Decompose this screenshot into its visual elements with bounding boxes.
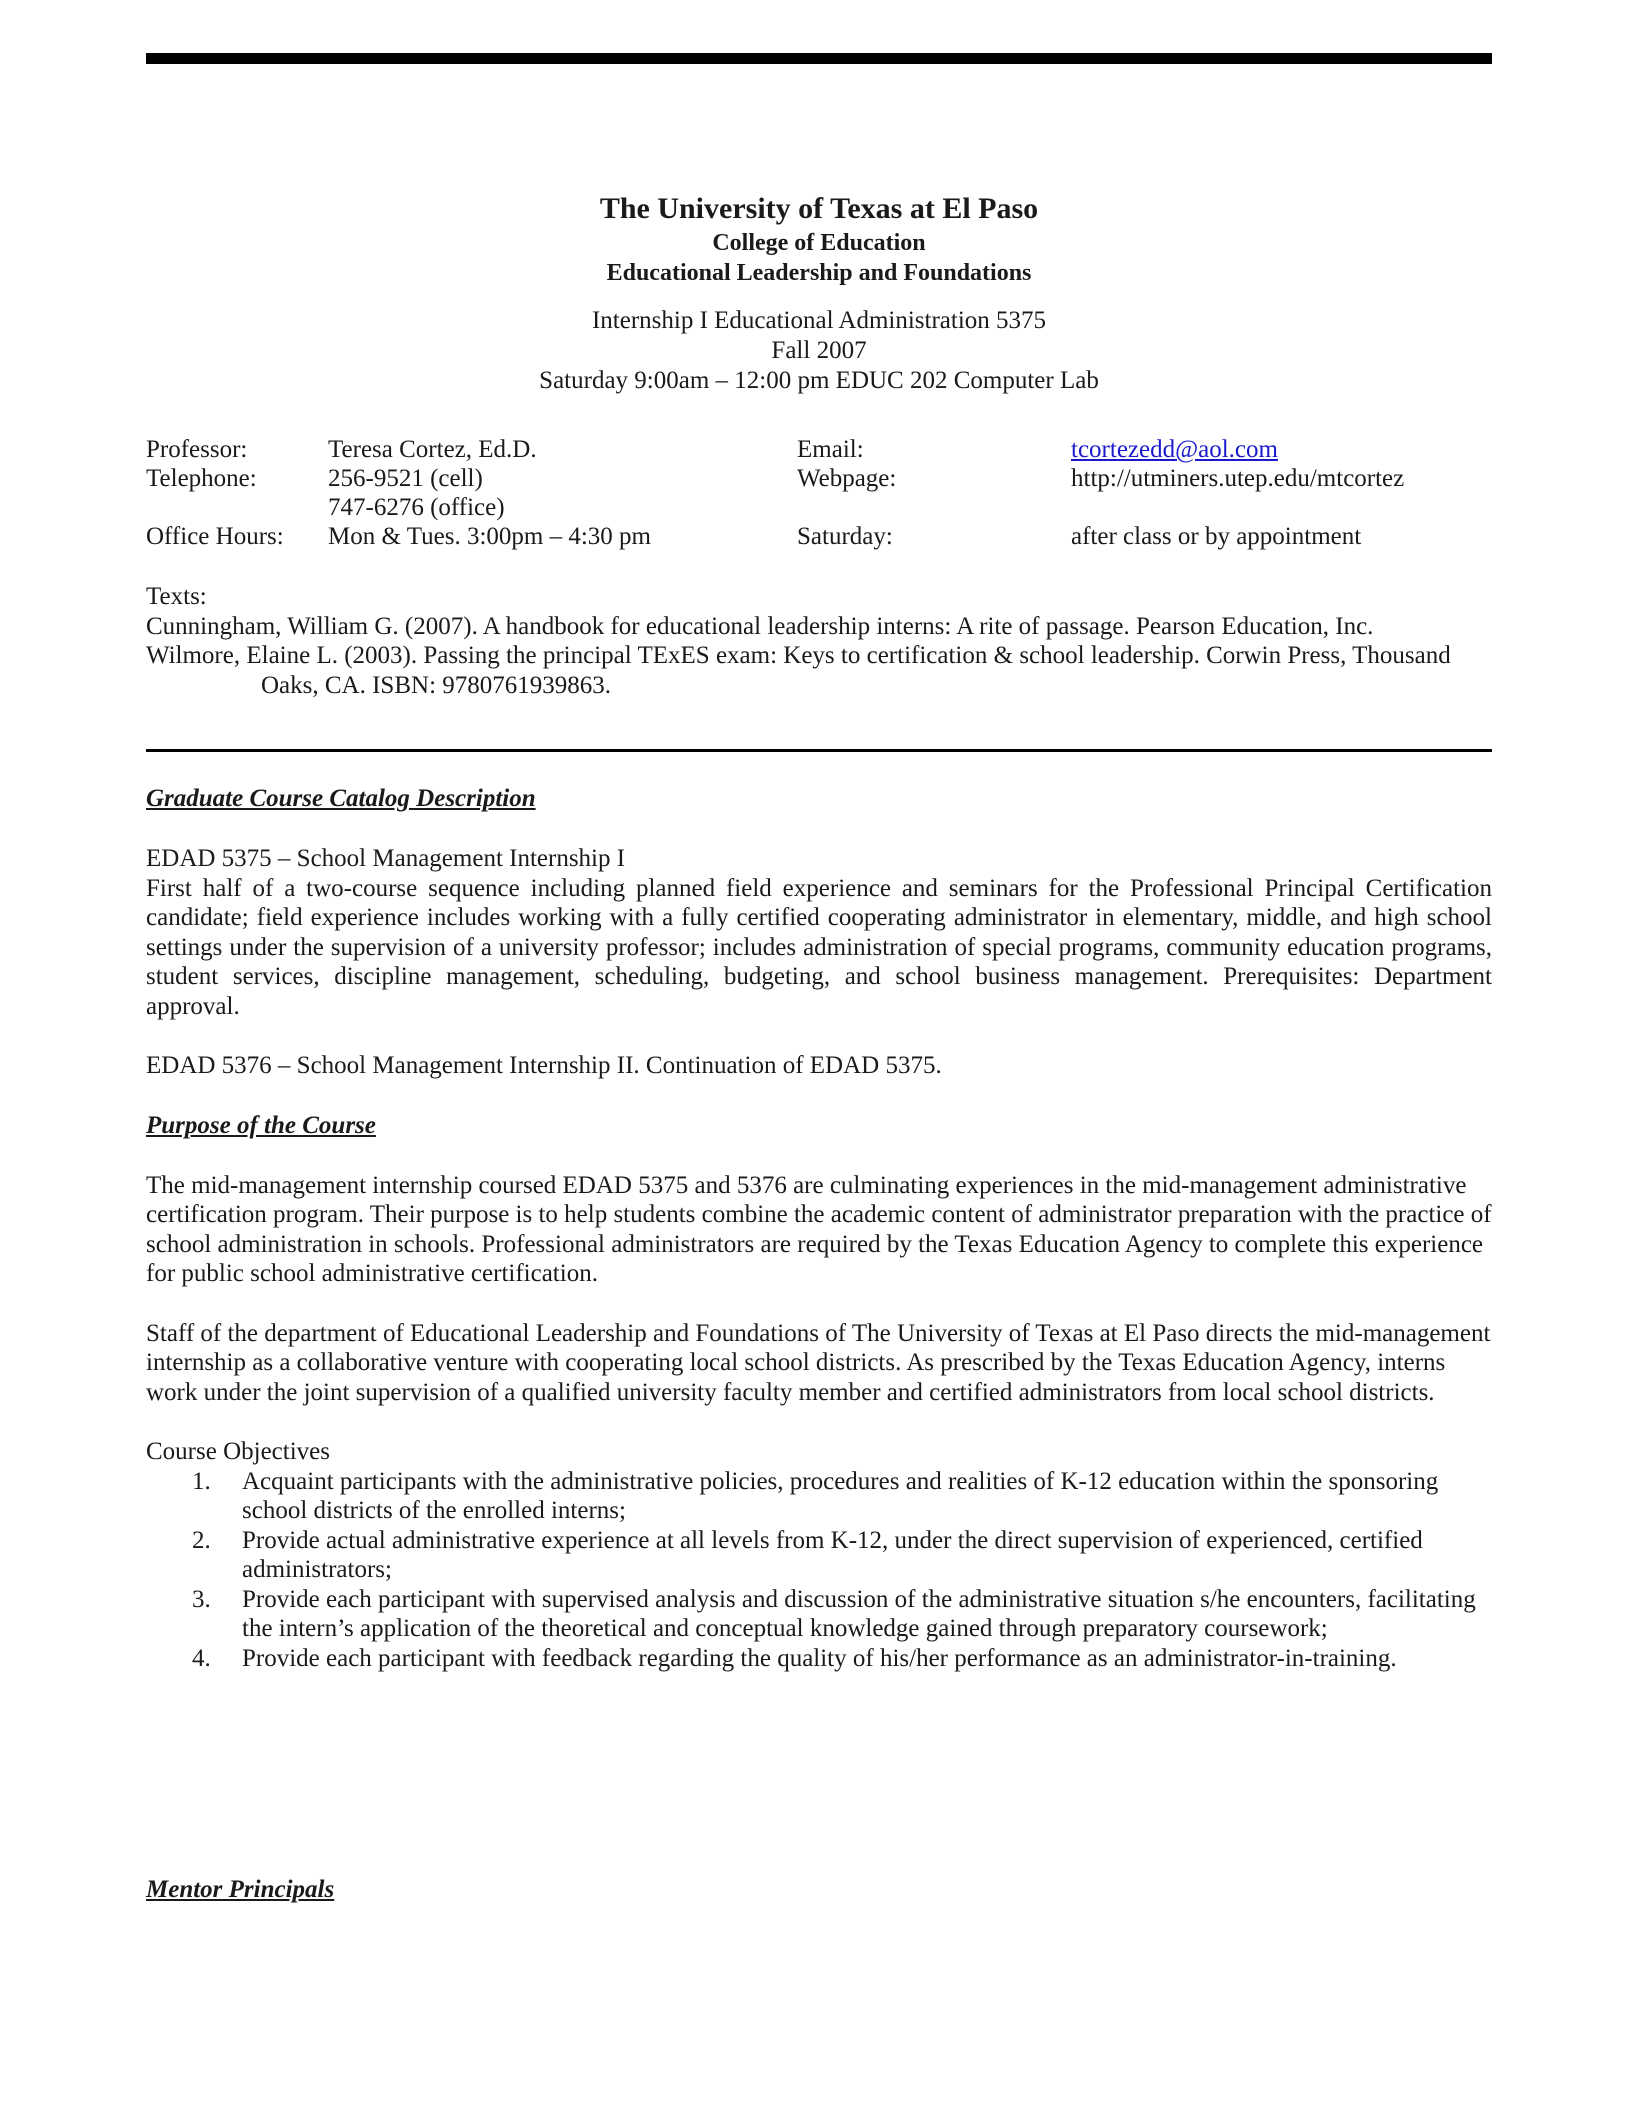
webpage-url: http://utminers.utep.edu/mtcortez — [1071, 465, 1405, 492]
course1-description: First half of a two-course sequence including planned field experience and seminars for the Professional Principal Certification candidate; field experience includes working with a fully certified cooperating administrator in elementary, middle, and high school settings under the supervision of a university professor; includes administration of special programs, community education programs, student services, discipline management, scheduling, budgeting, and school business management. Prerequisites: Department approval. — [146, 874, 1492, 1020]
objective-number: 2. — [192, 1526, 211, 1554]
telephone-label: Telephone: — [146, 465, 257, 492]
texts-section — [146, 582, 1492, 700]
professor-label: Professor: — [146, 436, 248, 463]
texts-label: Texts: — [146, 583, 207, 610]
professor-name: Teresa Cortez, Ed.D. — [328, 436, 537, 463]
saturday-value: after class or by appointment — [1071, 523, 1362, 550]
objective-item — [146, 1585, 1492, 1644]
course1-title: EDAD 5375 – School Management Internship I — [146, 845, 626, 872]
university-title: The University of Texas at El Paso — [599, 192, 1039, 225]
section-divider — [146, 749, 1492, 752]
mentor-heading: Mentor Principals — [146, 1876, 335, 1903]
saturday-label: Saturday: — [797, 523, 893, 550]
course-schedule: Saturday 9:00am – 12:00 pm EDUC 202 Computer Lab — [539, 367, 1099, 394]
objective-number: 4. — [192, 1644, 211, 1672]
purpose-paragraph: Staff of the department of Educational Leadership and Foundations of The University of Texas at El Paso directs the mid-management internship as a collaborative venture with cooperating local school districts. As prescribed by the Texas Education Agency, interns work under the joint supervision of a qualified university faculty member and certified administrators from local school districts. — [146, 1319, 1491, 1406]
objective-number: 1. — [192, 1467, 211, 1495]
objective-text: Provide actual administrative experience at all levels from K-12, under the direct supervision of experienced, certified administrators; — [242, 1526, 1423, 1583]
course-term: Fall 2007 — [771, 337, 867, 364]
office-hours-value: Mon & Tues. 3:00pm – 4:30 pm — [328, 523, 651, 550]
course2-description: EDAD 5376 – School Management Internship II. Continuation of EDAD 5375. — [146, 1052, 942, 1079]
email-link[interactable]: tcortezedd@aol.com — [1071, 436, 1278, 463]
catalog-heading: Graduate Course Catalog Description — [146, 785, 536, 812]
objective-text: Provide each participant with feedback regarding the quality of his/her performance as an administrator-in-training. — [242, 1644, 1397, 1672]
department-name: Educational Leadership and Foundations — [606, 260, 1032, 286]
email-label: Email: — [797, 436, 864, 463]
objectives-list — [146, 1467, 1492, 1674]
purpose-paragraph: The mid-management internship coursed EDAD 5375 and 5376 are culminating experiences in the mid-management administrative certification program. Their purpose is to help students combine the academic content of administrator preparation with the practice of school administration in schools. Professional administrators are required by the Texas Education Agency to complete this experience for public school administrative certification. — [146, 1171, 1492, 1287]
reference-item: Cunningham, William G. (2007). A handbook for educational leadership interns: A rite of passage. Pearson Education, Inc. — [146, 612, 1374, 640]
purpose-heading: Purpose of the Course — [146, 1111, 376, 1139]
document-header — [146, 190, 1492, 396]
objective-item — [146, 1467, 1492, 1526]
objective-text: Acquaint participants with the administrative policies, procedures and realities of K-12 education within the sponsoring school districts of the enrolled interns; — [242, 1467, 1439, 1524]
office-hours-label: Office Hours: — [146, 523, 284, 550]
telephone-cell: 256-9521 (cell) — [328, 465, 483, 492]
telephone-office: 747-6276 (office) — [328, 494, 505, 521]
contact-info — [146, 435, 1492, 551]
main-content — [146, 784, 1492, 1673]
course-title: Internship I Educational Administration 5375 — [591, 307, 1047, 334]
college-name: College of Education — [712, 230, 926, 256]
objective-item — [146, 1644, 1492, 1674]
objective-text: Provide each participant with supervised analysis and discussion of the administrative situation s/he encounters, facilitating the intern’s application of the theoretical and conceptual knowledge gained through preparatory coursework; — [242, 1585, 1476, 1642]
objective-number: 3. — [192, 1585, 211, 1613]
top-rule — [146, 53, 1492, 64]
webpage-label: Webpage: — [797, 465, 897, 492]
objective-item — [146, 1526, 1492, 1585]
reference-item: Wilmore, Elaine L. (2003). Passing the principal TExES exam: Keys to certification & school leadership. Corwin Press, Thousand Oaks, CA. ISBN: 9780761939863. — [146, 642, 1451, 699]
objectives-label: Course Objectives — [146, 1438, 330, 1465]
